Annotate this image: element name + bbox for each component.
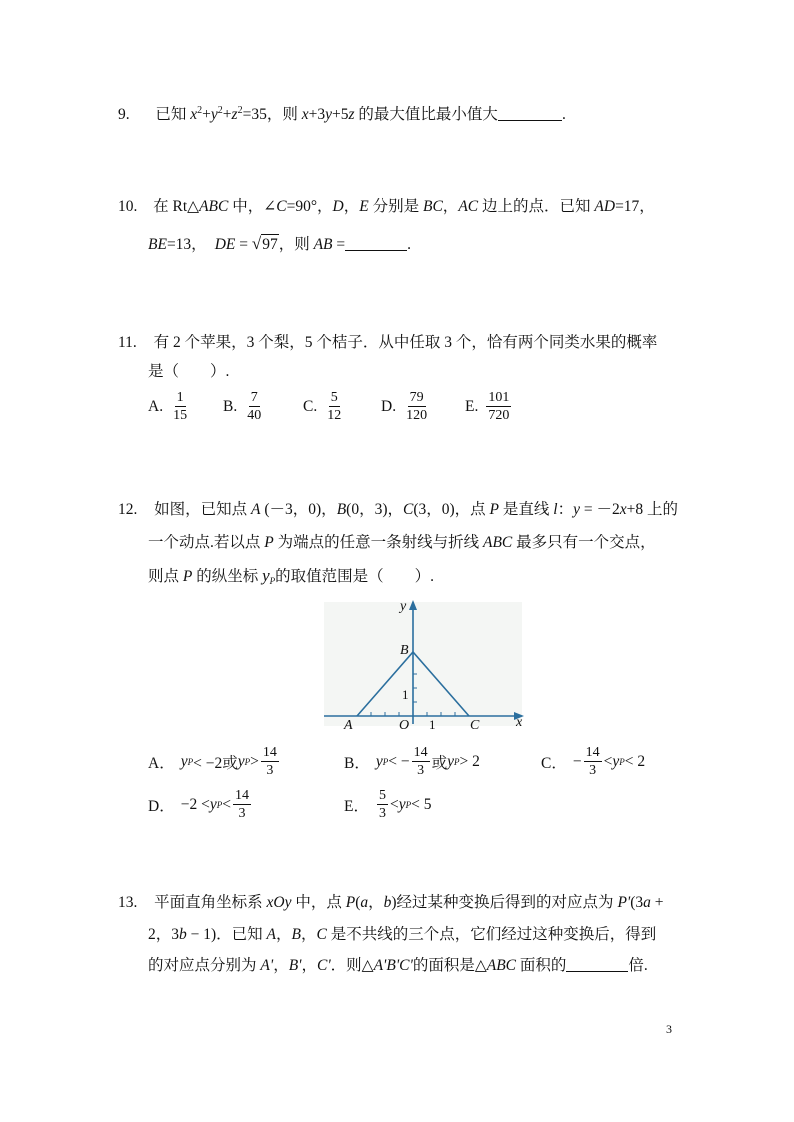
q11-option-b[interactable]: B. $\frac{7}{40}$ [223, 390, 262, 423]
fraction: $\frac{1}{15}$ [173, 390, 188, 423]
x-tick-label: 1 [429, 717, 436, 732]
q12-option-a[interactable]: A． y P < −2或 y P > $\frac{14}{3}$ [148, 745, 277, 778]
q12-graph [320, 598, 530, 738]
point-b-label: B [400, 643, 409, 658]
y-axis-label: y [400, 599, 407, 614]
q11-option-c[interactable]: C. $\frac{5}{12}$ [303, 390, 342, 423]
fraction: $\frac{101}{720}$ [488, 390, 510, 423]
question-12-line-1: 12. 如图，已知点 A (－3，0)，B(0，3)，C(3，0)，点 P 是直线 l：y = －2x+8 上的 [118, 501, 678, 518]
question-13-line-3: 的对应点分别为 A'，B'，C'．则△A'B'C'的面积是△ABC 面积的 倍. [148, 957, 648, 974]
question-11-line-1: 11. 有 2 个苹果，3 个梨，5 个桔子．从中任取 3 个，恰有两个同类水果的概率 [118, 334, 658, 351]
fraction: $\frac{7}{40}$ [247, 390, 262, 423]
q12-number: 12. [118, 501, 138, 518]
q11-option-d[interactable]: D. $\frac{79}{120}$ [381, 390, 428, 423]
answer-blank [566, 957, 628, 972]
q12-option-b[interactable]: B． y P < − $\frac{14}{3}$ 或 y P > 2 [344, 745, 480, 778]
q12-option-c[interactable]: C． − $\frac{14}{3}$ < y P < 2 [541, 745, 646, 778]
q10-number: 10. [118, 198, 138, 215]
q13-number: 13. [118, 894, 138, 911]
page-number: 3 [666, 1022, 672, 1036]
question-11-line-2: 是（ ）. [148, 363, 230, 380]
question-13-line-2: 2，3b − 1)．已知 A，B，C 是不共线的三个点，它们经过这种变换后，得到 [148, 926, 657, 943]
question-10-line-2: BE=13， DE = √97，则 AB = . [148, 234, 412, 253]
fraction: $\frac{5}{12}$ [327, 390, 342, 423]
question-9: 9. 已知 $x^2+y^2+z^2=35$，则 x+3y+5z 的最大值比最小值大 . [118, 105, 566, 123]
question-13-line-1: 13. 平面直角坐标系 xOy 中，点 P(a，b)经过某种变换后得到的对应点为 P'(3a + [118, 894, 664, 911]
x-axis-label: x [516, 715, 523, 730]
point-a-label: A [344, 718, 353, 733]
q12-option-e[interactable]: E． $\frac{5}{3}$ < y P < 5 [344, 788, 432, 821]
question-12-line-2: 一个动点.若以点 P 为端点的任意一条射线与折线 ABC 最多只有一个交点， [148, 534, 656, 551]
q11-number: 11. [118, 334, 137, 351]
question-10-line-1: 10. 在 Rt△ABC 中，∠C=90°，D，E 分别是 BC，AC 边上的点．已知 AD=17， [118, 198, 655, 215]
q11-option-a[interactable]: A. $\frac{1}{15}$ [148, 390, 188, 423]
answer-blank [498, 106, 562, 121]
q11-option-e[interactable]: E. $\frac{101}{720}$ [465, 390, 510, 423]
origin-label: O [399, 718, 410, 733]
fraction: $\frac{79}{120}$ [406, 390, 428, 423]
point-c-label: C [470, 718, 480, 733]
question-12-line-3: 则点 P 的纵坐标 $y_P$的取值范围是（ ）. [148, 566, 435, 586]
q9-number: 9. [118, 106, 130, 123]
q12-option-d[interactable]: D． −2 < y P < $\frac{14}{3}$ [148, 788, 249, 821]
y-tick-label: 1 [402, 687, 409, 702]
answer-blank [345, 236, 407, 251]
